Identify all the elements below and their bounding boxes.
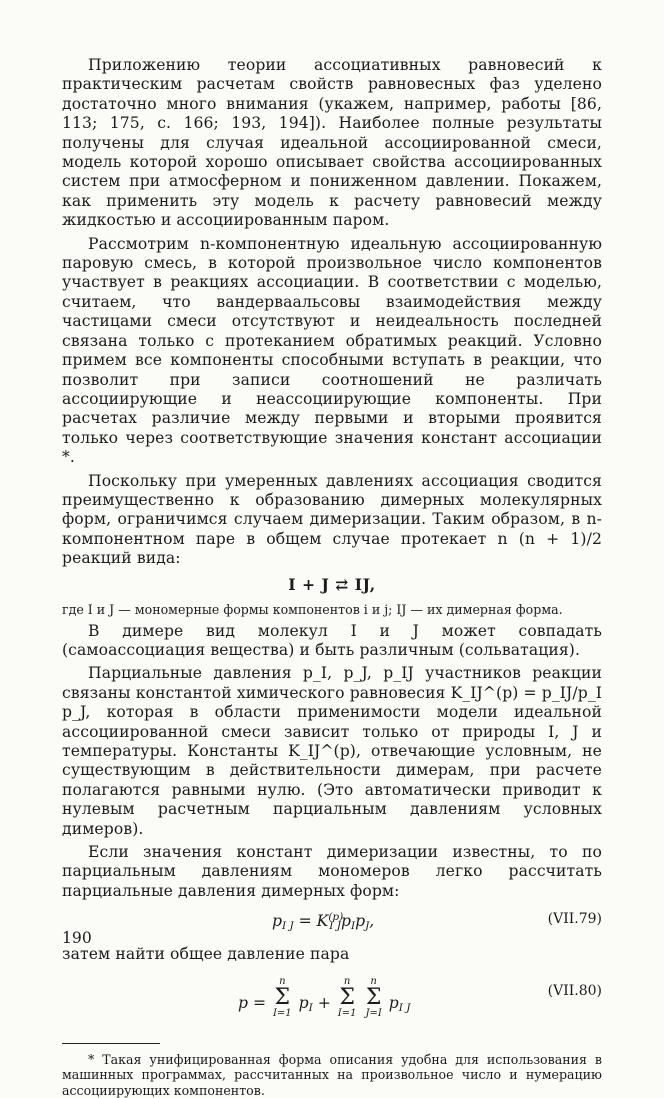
reaction-legend: где I и J — мономерные формы компонентов i и j; IJ — их димерная форма. — [62, 601, 563, 617]
page-body — [62, 56, 602, 1098]
paragraph-5: Парциальные давления p_I, p_J, p_IJ участников реакции связаны константой химического равновесия K_IJ^(p) = p_IJ/p_I p_J, которая в области применимости модели идеальной ассоциированной смеси зависит только от природы I, J и температуры. Константы K_IJ^(p), отвечающие условным, не существующим в действительности димерам, при расчете полагаются равными нулю. (Это автоматически приводит к нулевым расчетным парциальным давлениям условных димеров). — [62, 664, 602, 838]
equation-number: (VII.79) — [547, 911, 602, 928]
sum-symbol: n Σ I=1 — [337, 975, 357, 1019]
paragraph-4: В димере вид молекул I и J может совпадать (самоассоциация вещества) и быть различным (сольватация). — [62, 621, 602, 659]
footnote: * Такая унифицированная форма описания удобна для использования в машинных программах, рассчитанных на произвольное число и нумерацию ассоциирующих компонентов. — [62, 1051, 602, 1098]
equation-vii-80 — [62, 969, 602, 1025]
dimerization-reaction: I + J ⇄ IJ, — [288, 574, 376, 594]
sum-symbol: n Σ J=I — [365, 975, 382, 1019]
paragraph-1: Приложению теории ассоциативных равновесий к практическим расчетам свойств равновесных фаз уделено достаточно много внимания (укажем, например, работы [86, 113; 175, с. 166; 193, 194]). Наиболее полные результаты получены для случая идеальной ассоциированной смеси, модель которой хорошо описывает свойства ассоциированных систем при атмосферном и пониженном давлении. Покажем, как применить эту модель к расчету равновесий между жидкостью и ассоциированным паром. — [62, 56, 602, 230]
equation-vii-80-body: p = n Σ I=1 $p_I$ + n Σ I=1 n Σ J=I $p_{I J}$ — [238, 975, 411, 1019]
equation-vii-79 — [62, 907, 602, 937]
sum-symbol: n Σ I=1 — [272, 975, 292, 1019]
paragraph-7: затем найти общее давление пара — [62, 945, 350, 964]
page-number: 190 — [62, 929, 92, 947]
equation-number: (VII.80) — [547, 982, 602, 999]
paragraph-2: Рассмотрим n-компонентную идеальную ассоциированную паровую смесь, в которой произвольное число компонентов участвует в реакциях ассоциации. В соответствии с моделью, считаем, что вандерваальсовы взаимодействия между частицами смеси отсутствуют и неидеальность последней связана только с протеканием обратимых реакций. Условно примем все компоненты способными вступать в реакции, что позволит при записи соотношений не различать ассоциирующие и неассоциирующие компоненты. При расчетах различие между первыми и вторыми проявится только через соответствующие значения констант ассоциации *. — [62, 234, 602, 467]
equation-vii-79-body: $p_{I J} = K^{(p)}_{I J}p_Ip_J$, — [272, 911, 375, 933]
footnote-divider — [62, 1043, 160, 1044]
paragraph-6: Если значения констант димеризации известны, то по парциальным давлениям мономеров легко рассчитать парциальные давления димерных форм: — [62, 843, 602, 900]
paragraph-3: Поскольку при умеренных давлениях ассоциация сводится преимущественно к образованию димерных молекулярных форм, ограничимся случаем димеризации. Таким образом, в n-компонентном паре в общем случае протекает n (n + 1)/2 реакций вида: — [62, 471, 602, 568]
